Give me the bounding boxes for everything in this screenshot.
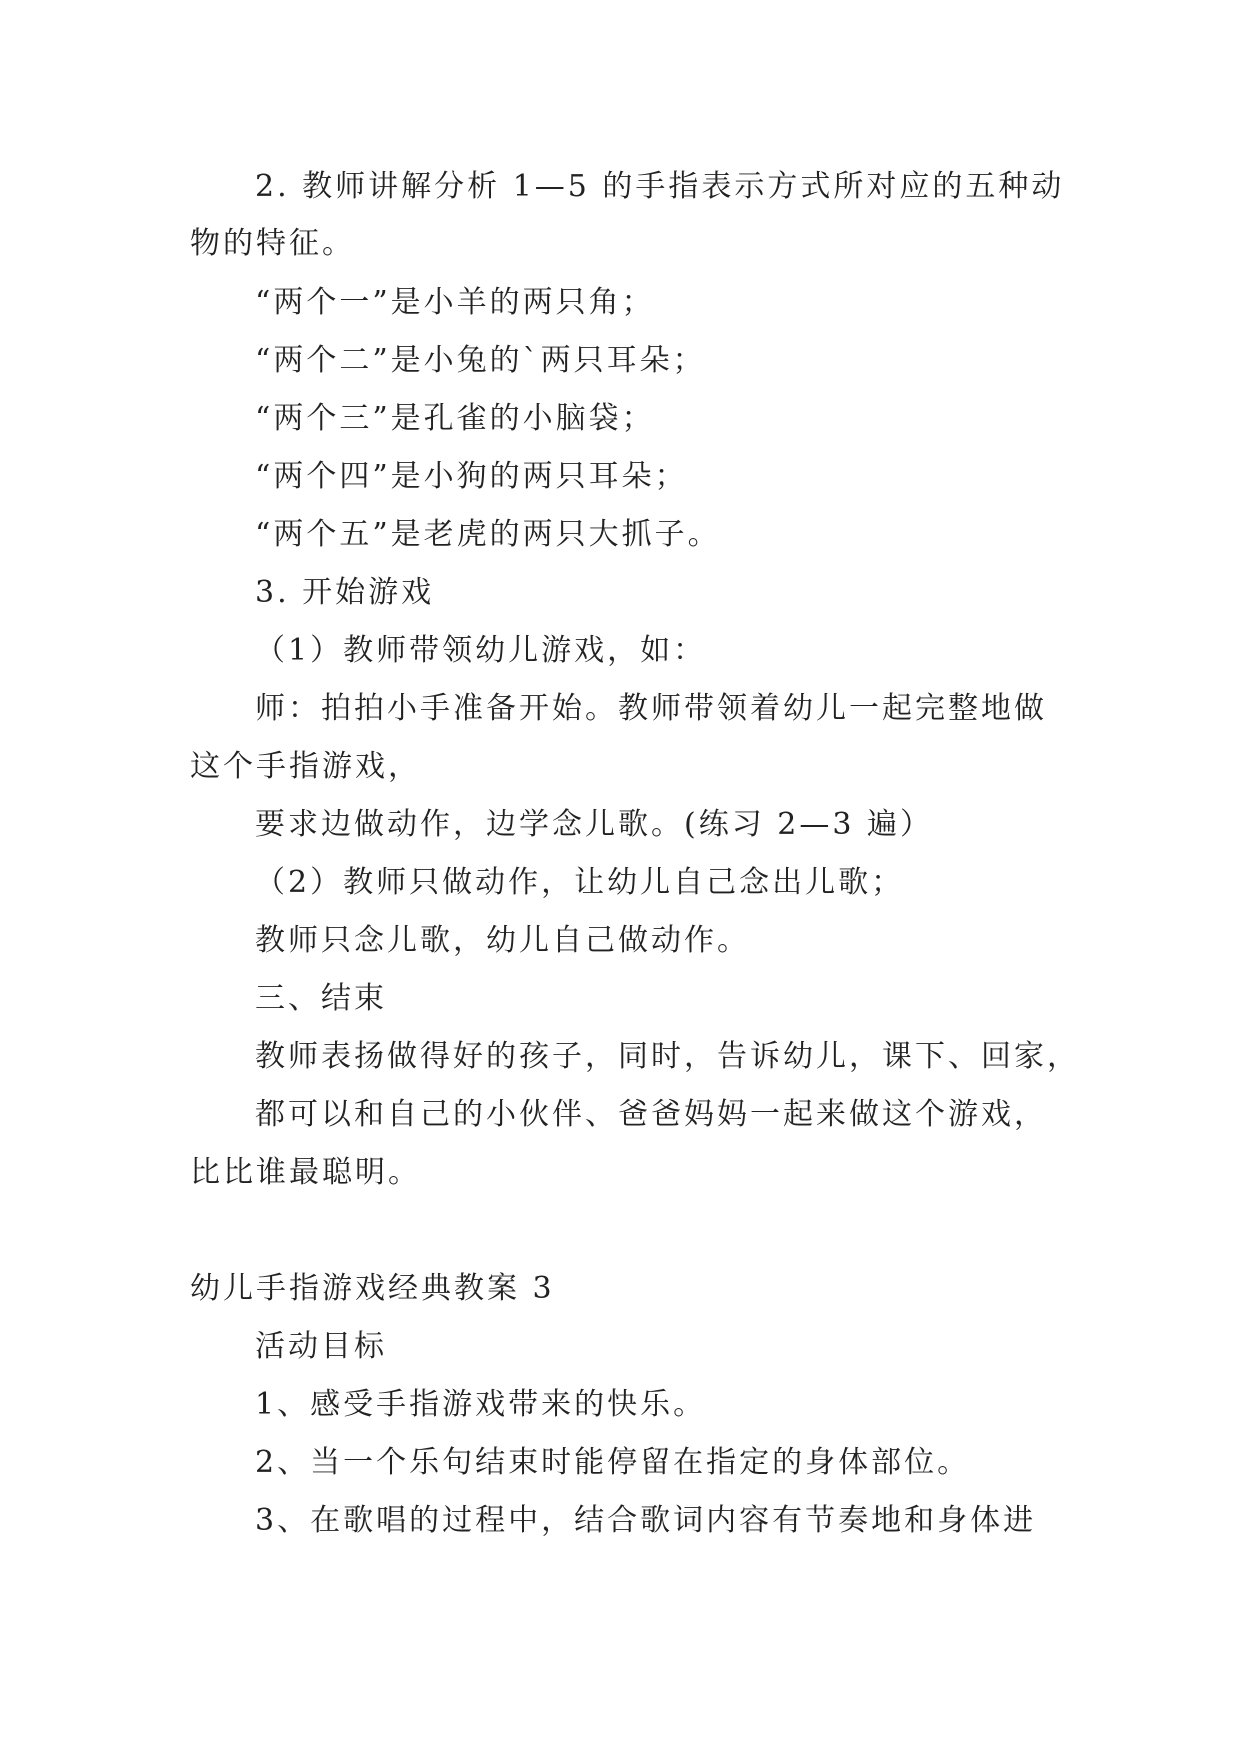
section-heading: 3. 开始游戏 — [255, 575, 435, 610]
list-item: 1、感受手指游戏带来的快乐。 — [255, 1387, 707, 1422]
list-item: 2、当一个乐句结束时能停留在指定的身体部位。 — [255, 1445, 971, 1480]
paragraph-line: 都可以和自己的小伙伴、爸爸妈妈一起来做这个游戏， — [255, 1097, 1047, 1132]
paragraph-line: “两个二”是小兔的`两只耳朵； — [255, 343, 706, 378]
paragraph-line: 教师只念儿歌，幼儿自己做动作。 — [255, 923, 750, 958]
document-title: 幼儿手指游戏经典教案 3 — [190, 1271, 555, 1306]
paragraph-line: “两个五”是老虎的两只大抓子。 — [255, 517, 721, 552]
paragraph-line: 师：拍拍小手准备开始。教师带领着幼儿一起完整地做 — [255, 691, 1047, 726]
paragraph-line: （2）教师只做动作，让幼儿自己念出儿歌； — [255, 865, 905, 900]
paragraph-line: “两个一”是小羊的两只角； — [255, 285, 655, 320]
paragraph-line: 要求边做动作，边学念儿歌。(练习 2—3 遍） — [255, 807, 933, 842]
section-heading: 三、结束 — [255, 981, 387, 1016]
list-item: 3、在歌唱的过程中，结合歌词内容有节奏地和身体进 — [255, 1503, 1037, 1538]
paragraph-line: 这个手指游戏， — [190, 749, 421, 784]
paragraph-line: 教师表扬做得好的孩子，同时，告诉幼儿，课下、回家， — [255, 1039, 1080, 1074]
paragraph-line: “两个四”是小狗的两只耳朵； — [255, 459, 688, 494]
paragraph-line: 比比谁最聪明。 — [190, 1155, 421, 1190]
paragraph-line: （1）教师带领幼儿游戏，如： — [255, 633, 707, 668]
section-heading: 活动目标 — [255, 1329, 387, 1364]
paragraph-line: 2. 教师讲解分析 1—5 的手指表示方式所对应的五种动 — [255, 169, 1065, 204]
paragraph-line: 物的特征。 — [190, 226, 355, 261]
paragraph-line: “两个三”是孔雀的小脑袋； — [255, 401, 655, 436]
